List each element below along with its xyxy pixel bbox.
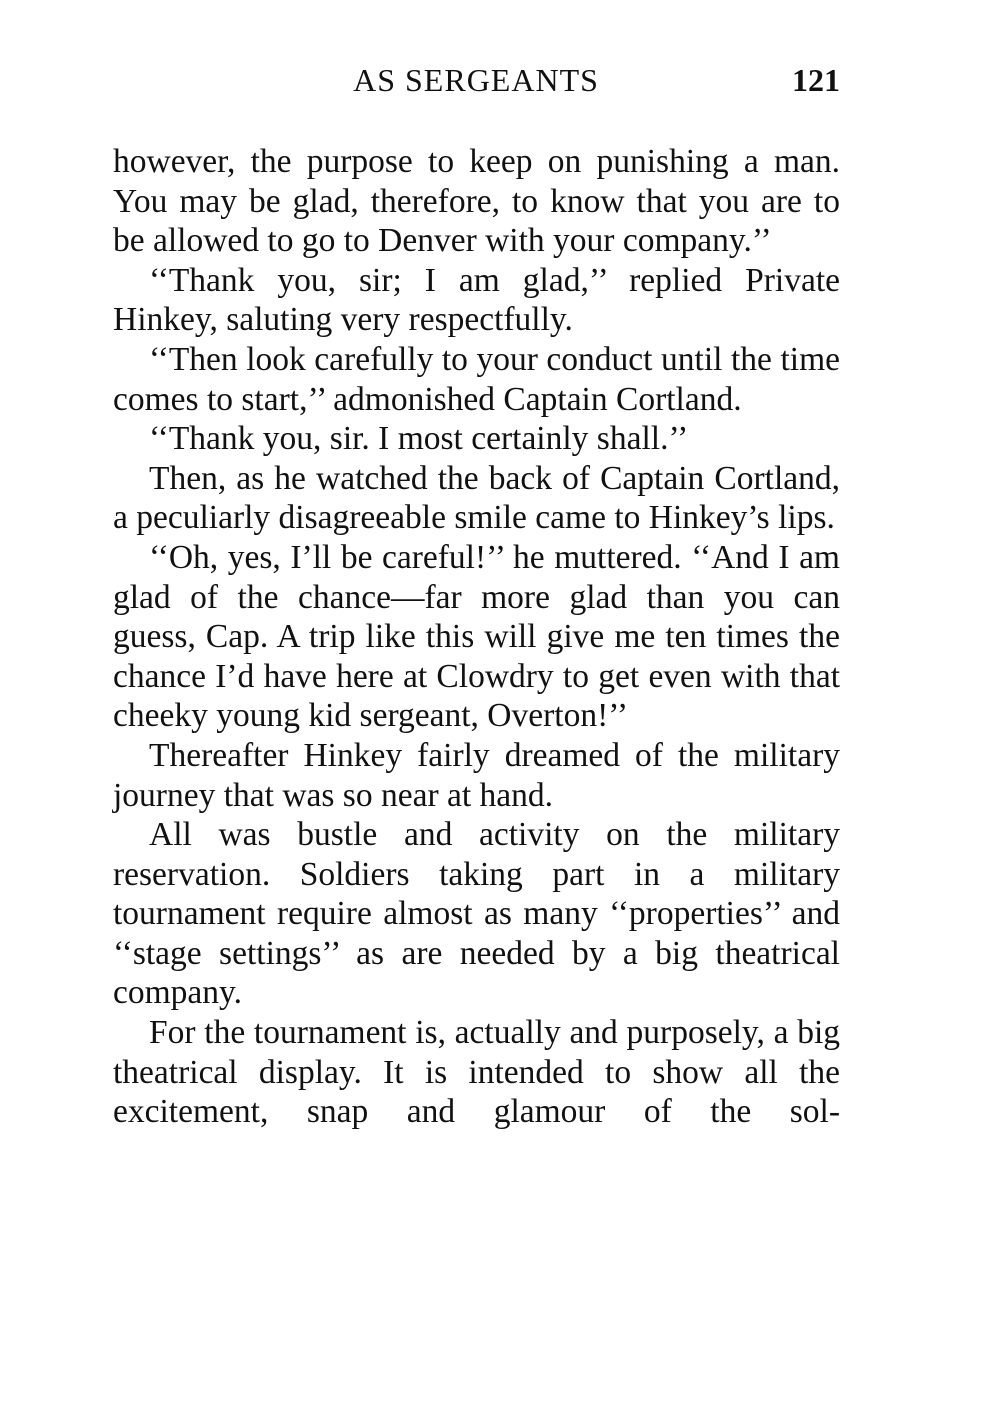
- paragraph-hinkey-reply: ‘‘Thank you, sir; I am glad,’’ replied Private Hinkey, saluting very respectfully.: [113, 261, 840, 339]
- paragraph-tournament-display: For the tournament is, actually and purposely, a big theatrical display. It is intended to show all the excitement, snap and glamour of the sol-: [113, 1014, 840, 1131]
- running-head: [112, 58, 840, 102]
- page-number: 121: [792, 62, 840, 98]
- paragraph-bustle-activity: All was bustle and activity on the military reservation. Soldiers taking part in a military tournament require almost as many ‘‘properties’’ and ‘‘stage settings’’ as are needed by a big theatrical company.: [113, 816, 840, 1012]
- paragraph-disagreeable-smile: Then, as he watched the back of Captain Cortland, a peculiarly disagreeable smile came to Hinkey’s lips.: [113, 459, 840, 537]
- running-title: AS SERGEANTS: [353, 62, 599, 98]
- paragraph-military-journey: Thereafter Hinkey fairly dreamed of the military journey that was so near at hand.: [113, 736, 840, 814]
- paragraph-captain-admonition: ‘‘Then look carefully to your conduct until the time comes to start,’’ admonished Captain Cortland.: [113, 340, 840, 418]
- paragraph-hinkey-mutters: ‘‘Oh, yes, I’ll be careful!’’ he muttered. ‘‘And I am glad of the chance—far more glad than you can guess, Cap. A trip like this will give me ten times the chance I’d have here at Clowdry to get even with that cheeky young kid sergeant, Overton!’’: [113, 538, 840, 735]
- paragraph-hinkey-thanks: ‘‘Thank you, sir. I most certainly shall.’’: [149, 420, 689, 458]
- body-text: [113, 142, 840, 1132]
- paragraph-continued: however, the purpose to keep on punishing a man. You may be glad, therefore, to know that you are to be allowed to go to Denver with your company.’’: [113, 143, 840, 260]
